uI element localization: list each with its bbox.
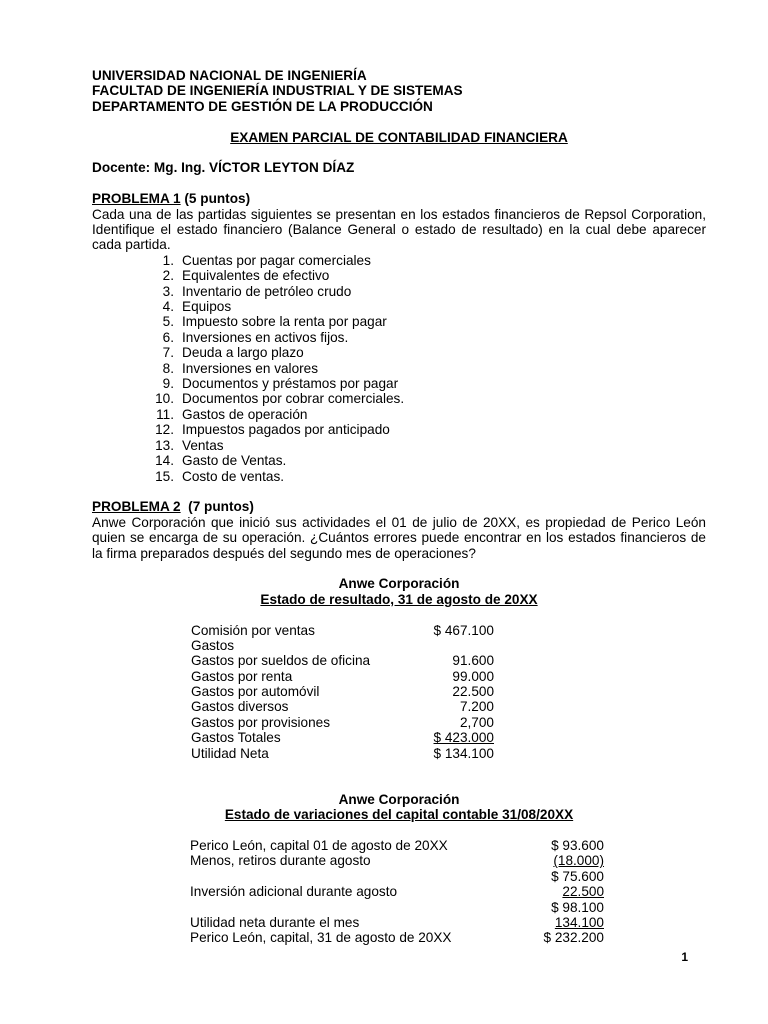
- problem-1-title: PROBLEMA 1: [92, 191, 181, 207]
- list-item: [148, 284, 706, 299]
- row-amount: 2,700: [459, 714, 494, 730]
- row-label: Gastos por automóvil: [191, 684, 320, 700]
- list-item: [148, 469, 706, 484]
- list-item-number: 14.: [155, 453, 174, 469]
- list-item: [148, 299, 706, 314]
- row-label: Gastos diversos: [191, 699, 289, 715]
- list-item-number: 8.: [162, 360, 174, 376]
- row-label: Perico León, capital 01 de agosto de 20XX: [190, 838, 448, 854]
- list-item-text: Inversiones en valores: [182, 360, 319, 376]
- list-item-text: Ventas: [182, 437, 224, 453]
- row-label: Gastos: [191, 637, 235, 653]
- list-item-number: 10.: [155, 391, 174, 407]
- row-amount: 22.500: [452, 684, 494, 700]
- problem-2-title: PROBLEMA 2: [92, 499, 181, 515]
- problem-1-item-list: [92, 253, 706, 484]
- table-row: [191, 684, 706, 699]
- university-header: [92, 68, 706, 114]
- problem-2-heading: [92, 499, 706, 514]
- row-amount: 91.600: [452, 653, 494, 669]
- row-amount: $ 467.100: [433, 622, 494, 638]
- list-item-number: 5.: [162, 314, 174, 330]
- problem-1-points: (5 puntos): [180, 191, 251, 207]
- list-item-text: Inventario de petróleo crudo: [182, 283, 352, 299]
- list-item: [148, 314, 706, 329]
- table-row: [190, 900, 706, 915]
- list-item-text: Impuestos pagados por anticipado: [182, 422, 390, 438]
- faculty-name: FACULTAD DE INGENIERÍA INDUSTRIAL Y DE SISTEMAS: [92, 83, 463, 99]
- row-label: Gastos Totales: [191, 730, 281, 746]
- list-item-text: Deuda a largo plazo: [182, 345, 304, 361]
- table-row: [190, 869, 706, 884]
- table-row: [191, 669, 706, 684]
- row-amount: $ 134.100: [433, 745, 494, 761]
- list-item-text: Impuesto sobre la renta por pagar: [182, 314, 387, 330]
- table-row: [191, 699, 706, 714]
- table-row: [190, 853, 706, 868]
- problem-2-text: Anwe Corporación que inició sus actividades el 01 de julio de 20XX, es propiedad de Perico León quien se encarga de su operación. ¿Cuántos errores puede encontrar en los estados financieros de la firma preparados después del segundo mes de operaciones?: [92, 514, 706, 561]
- row-amount: $ 423.000: [433, 730, 494, 746]
- row-label: Utilidad neta durante el mes: [190, 914, 360, 930]
- list-item-text: Equivalentes de efectivo: [182, 268, 330, 284]
- list-item-text: Gasto de Ventas.: [182, 453, 287, 469]
- list-item: [148, 438, 706, 453]
- income-statement-table: [191, 623, 706, 762]
- list-item-text: Gastos de operación: [182, 406, 308, 422]
- statement-2-title: Estado de variaciones del capital contable 31/08/20XX: [224, 807, 574, 823]
- row-label: Perico León, capital, 31 de agosto de 20XX: [190, 930, 452, 946]
- table-row: [190, 915, 706, 930]
- row-amount: $ 232.200: [543, 930, 604, 946]
- list-item-text: Equipos: [182, 299, 232, 315]
- row-label: Gastos por sueldos de oficina: [191, 653, 371, 669]
- table-row: [191, 746, 706, 761]
- list-item-text: Inversiones en activos fijos.: [182, 329, 349, 345]
- page-number: 1: [681, 950, 688, 964]
- list-item: [148, 391, 706, 406]
- table-row: [190, 838, 706, 853]
- row-amount: 22.500: [562, 884, 604, 900]
- table-row: [190, 884, 706, 899]
- list-item: [148, 376, 706, 391]
- table-row: [191, 730, 706, 745]
- list-item-number: 13.: [155, 437, 174, 453]
- list-item: [148, 407, 706, 422]
- row-amount: $ 93.600: [551, 838, 604, 854]
- row-label: Gastos por renta: [191, 668, 293, 684]
- list-item-number: 3.: [162, 283, 174, 299]
- row-label: Inversión adicional durante agosto: [190, 884, 398, 900]
- row-amount: (18.000): [553, 853, 604, 869]
- exam-page: [92, 68, 706, 946]
- row-amount: $ 98.100: [551, 899, 604, 915]
- list-item-text: Cuentas por pagar comerciales: [182, 252, 371, 268]
- university-name: UNIVERSIDAD NACIONAL DE INGENIERÍA: [92, 68, 367, 83]
- row-label: Utilidad Neta: [191, 745, 269, 761]
- list-item-number: 6.: [162, 329, 174, 345]
- row-amount: 7.200: [459, 699, 494, 715]
- row-amount: $ 75.600: [551, 868, 604, 884]
- row-label: Gastos por provisiones: [191, 714, 331, 730]
- list-item-number: 7.: [162, 345, 174, 361]
- list-item: [148, 345, 706, 360]
- table-row: [191, 623, 706, 638]
- list-item: [148, 453, 706, 468]
- statement-2-company: Anwe Corporación: [338, 791, 460, 807]
- table-row: [191, 638, 706, 653]
- capital-statement-table: [190, 838, 706, 946]
- problem-1-text: Cada una de las partidas siguientes se presentan en los estados financieros de Repsol Corporation, Identifique el estado financiero (Balance General o estado de resultado) en la cual debe aparecer cada partida.: [92, 206, 706, 253]
- list-item: [148, 330, 706, 345]
- statement-1-title: Estado de resultado, 31 de agosto de 20XX: [260, 591, 538, 607]
- row-amount: 99.000: [452, 668, 494, 684]
- list-item-text: Documentos por cobrar comerciales.: [182, 391, 405, 407]
- problem-1-heading: [92, 191, 706, 206]
- list-item-number: 1.: [162, 252, 174, 268]
- docente-line: Docente: Mg. Ing. VÍCTOR LEYTON DÍAZ: [92, 160, 355, 176]
- table-row: [191, 653, 706, 668]
- table-row: [190, 930, 706, 945]
- list-item-number: 9.: [162, 376, 174, 392]
- list-item-number: 4.: [162, 299, 174, 315]
- list-item: [148, 268, 706, 283]
- list-item-number: 12.: [155, 422, 174, 438]
- list-item-number: 2.: [162, 268, 174, 284]
- department-name: DEPARTAMENTO DE GESTIÓN DE LA PRODUCCIÓN: [92, 98, 433, 114]
- list-item-text: Costo de ventas.: [182, 468, 285, 484]
- problem-2-points: (7 puntos): [180, 499, 254, 515]
- list-item-text: Documentos y préstamos por pagar: [182, 376, 399, 392]
- list-item-number: 15.: [155, 468, 174, 484]
- row-label: Comisión por ventas: [191, 622, 315, 638]
- row-label: Menos, retiros durante agosto: [190, 853, 371, 869]
- list-item: [148, 361, 706, 376]
- table-row: [191, 715, 706, 730]
- exam-title: EXAMEN PARCIAL DE CONTABILIDAD FINANCIERA: [230, 129, 568, 145]
- statement-1-company: Anwe Corporación: [338, 576, 460, 592]
- list-item-number: 11.: [156, 406, 174, 422]
- row-amount: 134.100: [554, 914, 604, 930]
- list-item: [148, 422, 706, 437]
- list-item: [148, 253, 706, 268]
